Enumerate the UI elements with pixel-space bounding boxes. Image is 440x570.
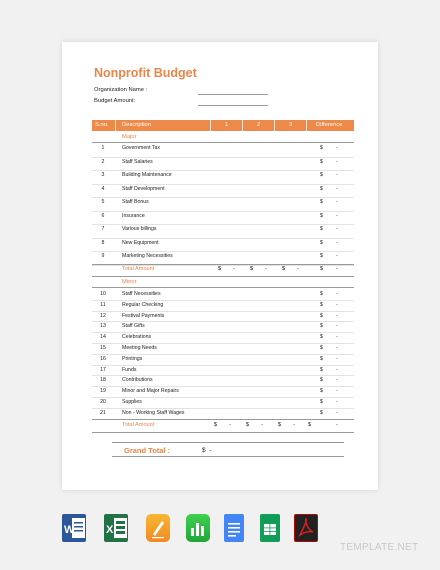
row-currency: $ — [320, 199, 323, 205]
header-difference: Difference — [316, 122, 343, 129]
row-number: 2 — [101, 158, 105, 165]
excel-icon[interactable] — [104, 514, 128, 542]
row-currency: $ — [320, 145, 323, 151]
table-row — [92, 159, 354, 169]
row-currency: $ — [320, 409, 323, 416]
pages-icon[interactable] — [146, 514, 170, 542]
row-description: Festival Payments — [122, 312, 165, 319]
row-currency: $ — [320, 355, 323, 362]
row-description: Insurance — [122, 212, 145, 219]
organization-name-field — [198, 94, 268, 95]
word-icon[interactable] — [62, 514, 86, 542]
row-number: 6 — [101, 212, 105, 219]
row-difference: - — [336, 399, 338, 405]
row-description: New Equipment — [122, 239, 159, 246]
row-description: Celebrations — [122, 334, 152, 341]
row-difference: - — [336, 334, 338, 341]
grand-total-label: Grand Total : — [124, 446, 171, 455]
row-number: 7 — [101, 226, 105, 232]
row-difference: - — [336, 291, 338, 297]
table-row — [92, 253, 354, 263]
row-number: 15 — [100, 345, 106, 351]
row-currency: $ — [320, 334, 323, 341]
row-currency: $ — [320, 312, 323, 319]
svg-text:X: X — [106, 524, 114, 536]
row-number: 20 — [100, 399, 106, 405]
budget-document — [62, 42, 378, 490]
table-row — [92, 186, 354, 196]
row-difference: - — [336, 388, 338, 395]
row-description: Staff Bonus — [122, 199, 149, 205]
row-difference: - — [336, 239, 338, 246]
row-currency: $ — [320, 301, 323, 308]
section-major: Major — [122, 134, 137, 140]
brand-watermark: TEMPLATE.NET — [340, 542, 419, 553]
row-number: 12 — [100, 312, 106, 319]
budget-amount-label: Budget Amount: — [94, 98, 136, 104]
row-currency: $ — [320, 185, 323, 192]
row-number: 8 — [101, 239, 105, 246]
row-currency: $ — [320, 212, 323, 219]
total-amount-label: Total Amount — [122, 266, 155, 272]
row-difference: - — [336, 345, 338, 351]
row-number: 3 — [101, 172, 105, 178]
row-difference: - — [336, 377, 338, 384]
row-number: 19 — [100, 388, 106, 395]
row-difference: - — [336, 212, 338, 219]
row-currency: $ — [320, 377, 323, 384]
table-row — [92, 199, 354, 209]
row-difference: - — [336, 366, 338, 373]
row-number: 13 — [100, 323, 106, 330]
row-description: Staff Development — [122, 185, 165, 192]
row-description: Meeting Needs — [122, 345, 157, 351]
row-number: 16 — [100, 355, 106, 362]
row-currency: $ — [320, 345, 323, 351]
row-currency: $ — [320, 226, 323, 232]
table-row — [92, 172, 354, 182]
document-title: Nonprofit Budget — [94, 66, 197, 80]
row-difference: - — [336, 158, 338, 165]
row-description: Supplies — [122, 399, 142, 405]
row-difference: - — [336, 312, 338, 319]
row-description: Staff Gifts — [122, 323, 145, 330]
table-row — [92, 145, 354, 155]
row-difference: - — [336, 185, 338, 192]
row-description: Funds — [122, 366, 137, 373]
row-currency: $ — [320, 323, 323, 330]
row-description: Non - Working Staff Wages — [122, 409, 185, 416]
row-number: 4 — [101, 185, 105, 192]
row-currency: $ — [320, 388, 323, 395]
row-number: 9 — [101, 253, 105, 259]
row-difference: - — [336, 409, 338, 416]
row-difference: - — [336, 355, 338, 362]
row-difference: - — [336, 253, 338, 259]
row-currency: $ — [320, 172, 323, 178]
header-col-1: 1 — [225, 122, 229, 129]
header-description: Description — [122, 122, 151, 129]
row-difference: - — [336, 301, 338, 308]
section-minor: Minor — [122, 279, 137, 285]
major-total-row: Total Amount $ - $ - $ - $ - — [122, 266, 338, 272]
minor-total-row: Total Amount $ - $ - $ - $ - — [122, 422, 338, 428]
table-row — [92, 240, 354, 250]
grand-total-value: $ - — [202, 447, 212, 454]
numbers-icon[interactable] — [186, 514, 210, 542]
row-description: Contributions — [122, 377, 153, 384]
google-docs-icon[interactable] — [224, 514, 244, 542]
row-currency: $ — [320, 158, 323, 165]
row-difference: - — [336, 172, 338, 178]
row-difference: - — [336, 199, 338, 205]
row-currency: $ — [320, 291, 323, 297]
row-currency: $ — [320, 239, 323, 246]
row-description: Staff Necessities — [122, 291, 161, 297]
row-description: Marketing Necessities — [122, 253, 173, 259]
header-col-3: 3 — [289, 122, 293, 129]
row-currency: $ — [320, 399, 323, 405]
row-number: 10 — [100, 291, 106, 297]
header-col-2: 2 — [257, 122, 261, 129]
row-description: Regular Checking — [122, 301, 164, 308]
row-difference: - — [336, 145, 338, 151]
row-currency: $ — [320, 253, 323, 259]
row-description: Printings — [122, 355, 143, 362]
row-number: 11 — [100, 301, 106, 308]
organization-name-label: Organization Name : — [94, 87, 148, 93]
row-number: 18 — [100, 377, 106, 384]
row-description: Minor and Major Repairs — [122, 388, 179, 395]
header-sno: S.no. — [95, 122, 109, 129]
svg-text:W: W — [64, 524, 75, 536]
row-number: 1 — [101, 145, 105, 151]
row-difference: - — [336, 226, 338, 232]
row-description: Various billings — [122, 226, 157, 232]
row-number: 5 — [101, 199, 105, 205]
row-number: 21 — [100, 409, 106, 416]
total-amount-label: Total Amount — [122, 422, 155, 428]
row-description: Staff Salaries — [122, 158, 153, 165]
row-number: 17 — [100, 366, 106, 373]
row-difference: - — [336, 323, 338, 330]
row-number: 14 — [100, 334, 106, 341]
table-row — [92, 226, 354, 236]
row-currency: $ — [320, 366, 323, 373]
row-description: Government Tax — [122, 145, 160, 151]
google-sheets-icon[interactable] — [260, 514, 280, 542]
budget-amount-field — [198, 105, 268, 106]
table-row — [92, 213, 354, 223]
row-description: Building Maintenance — [122, 172, 172, 178]
table-header — [92, 120, 354, 131]
pdf-icon[interactable] — [294, 514, 318, 542]
